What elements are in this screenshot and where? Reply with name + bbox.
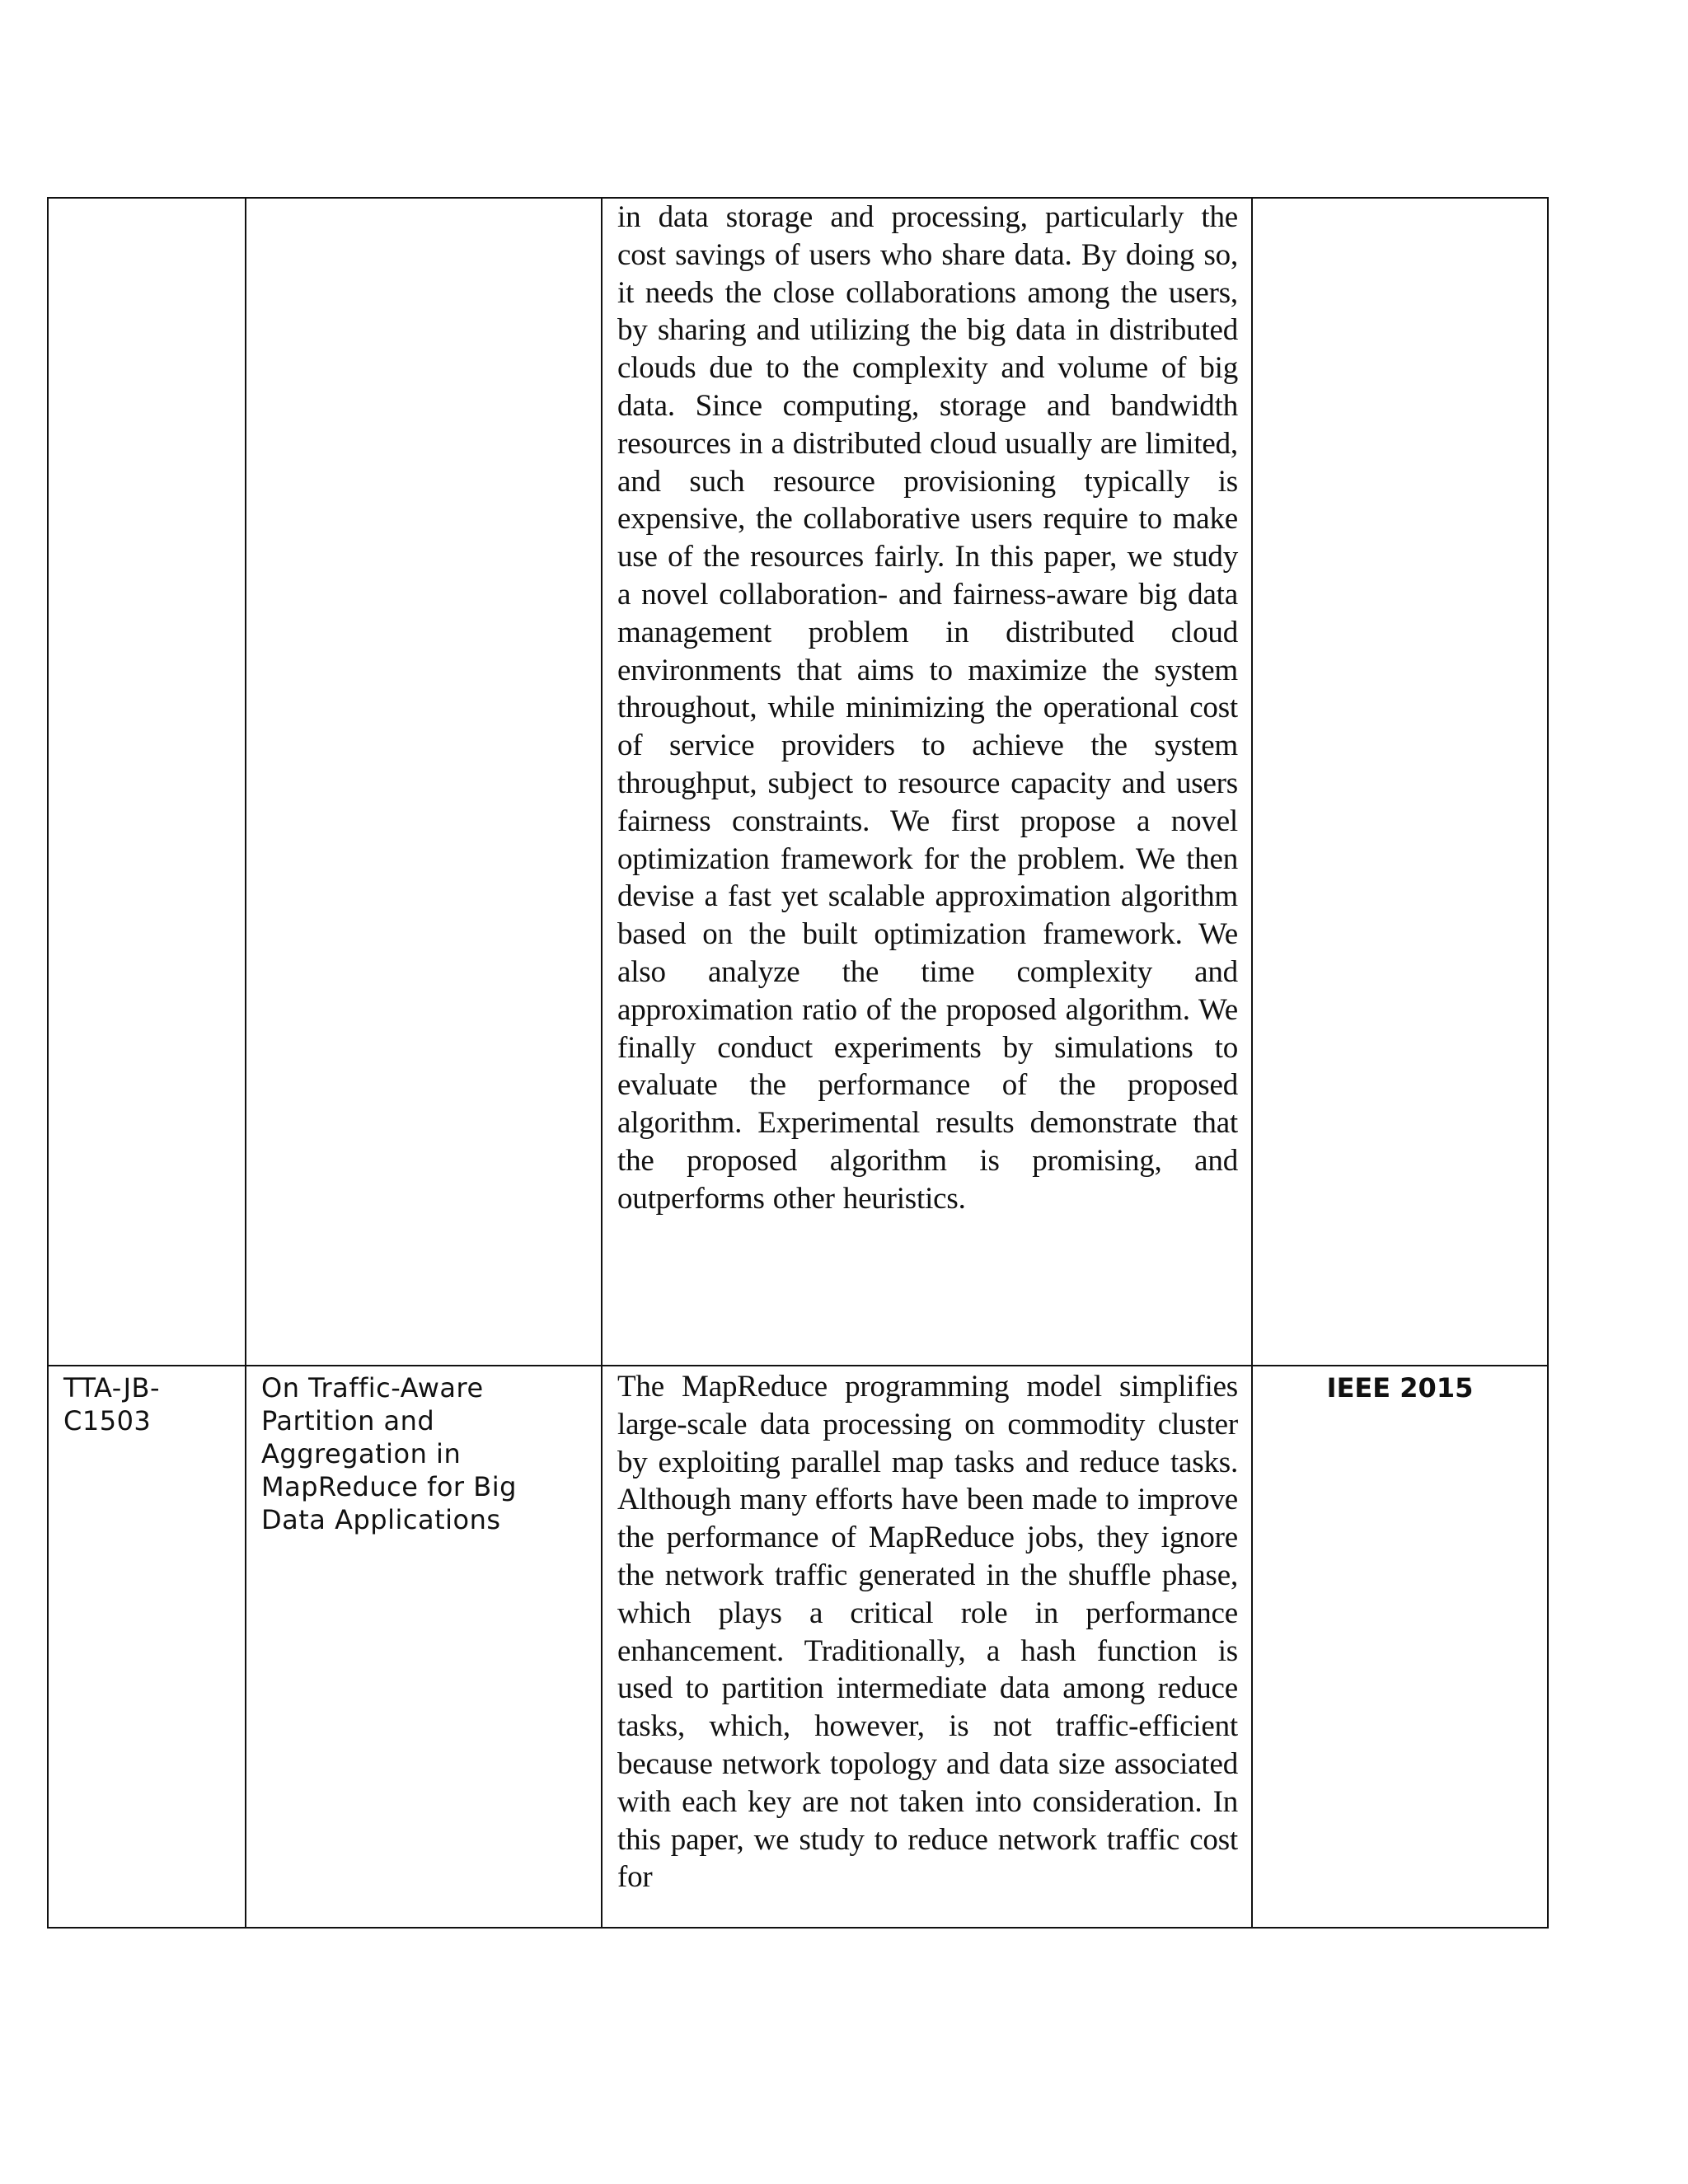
paper-id: TTA-JB-C1503	[63, 1372, 160, 1436]
table-row	[48, 1366, 1548, 1928]
paper-title-cell	[246, 1366, 602, 1928]
paper-abstract-cell	[602, 198, 1252, 1366]
table-row	[48, 198, 1548, 1366]
paper-year-cell	[1252, 198, 1548, 1366]
paper-title: On Traffic-Aware Partition and Aggregation in MapReduce for Big Data Applications	[261, 1372, 517, 1535]
paper-id-cell	[48, 1366, 246, 1928]
paper-year: IEEE 2015	[1326, 1372, 1474, 1404]
paper-abstract: in data storage and processing, particularly the cost savings of users who share data. By doing so, it needs the close collaborations among the users, by sharing and utilizing the big data in distributed clouds due to the complexity and volume of big data. Since computing, storage and bandwidth resources in a distributed cloud usually are limited, and such resource provisioning typically is expensive, the collaborative users require to make use of the resources fairly. In this paper, we study a novel collaboration- and fairness-aware big data management problem in distributed cloud environments that aims to maximize the system throughout, while minimizing the operational cost of service providers to achieve the system throughput, subject to resource capacity and users fairness constraints. We first propose a novel optimization framework for the problem. We then devise a fast yet scalable approximation algorithm based on the built optimization framework. We also analyze the time complexity and approximation ratio of the proposed algorithm. We finally conduct experiments by simulations to evaluate the performance of the proposed algorithm. Experimental results demonstrate that the proposed algorithm is promising, and outperforms other heuristics.	[617, 200, 1238, 1216]
paper-abstract: The MapReduce programming model simplifies large-scale data processing on commodity cluster by exploiting parallel map tasks and reduce tasks. Although many efforts have been made to improve the performance of MapReduce jobs, they ignore the network traffic generated in the shuffle phase, which plays a critical role in performance enhancement. Traditionally, a hash function is used to partition intermediate data among reduce tasks, which, however, is not traffic-efficient because network topology and data size associated with each key are not taken into consideration. In this paper, we study to reduce network traffic cost for	[617, 1370, 1238, 1895]
paper-id-cell	[48, 198, 246, 1366]
paper-title-cell	[246, 198, 602, 1366]
papers-table	[47, 197, 1549, 1929]
paper-abstract-cell	[602, 1366, 1252, 1928]
paper-year-cell	[1252, 1366, 1548, 1928]
